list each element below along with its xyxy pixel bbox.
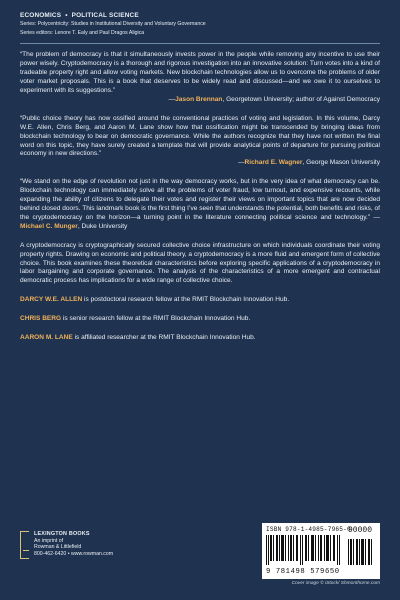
author-bio — [20, 296, 380, 305]
category-economics: ECONOMICS — [20, 12, 62, 19]
quote-text: “We stand on the edge of revolution not just in the way democracy works, but in the very idea of what democracy can be. Blockchain technology can immediately solve all the problems of voter fraud, low turnout, and expensive recounts, while expanding the ability of citizens to delegate their votes and register their views on important topics that are now decided behind closed doors. This landmark book is the first thing I’ve seen that understands the potential, both benefits and risks, of the cryptodemocracy on the horizon—a turning point in the literature connecting political science and technology.” — [20, 178, 380, 221]
price-code: 90000 — [348, 526, 373, 535]
endorser-name: Richard E. Wagner — [244, 159, 303, 167]
endorser-name: Jason Brennan — [175, 95, 223, 103]
cover-footer — [20, 523, 380, 589]
category-bullet: • — [65, 12, 68, 19]
endorser-affiliation: , George Mason University — [302, 159, 380, 167]
category-political-science: POLITICAL SCIENCE — [71, 12, 139, 19]
endorser-affiliation: , Duke University — [77, 222, 128, 230]
cover-image-credit: Cover image © iStock/ Shmonthorne.com — [291, 581, 380, 586]
author-bio-text: is postdoctoral research fellow at the RMIT Blockchain Innovation Hub. — [82, 296, 290, 304]
endorser-affiliation: , Georgetown University; author of Against Democracy — [222, 95, 380, 103]
series-line: Series: Polycentricity: Studies in Institutional Diversity and Voluntary Governance — [20, 21, 206, 27]
attribution-dash: — — [168, 95, 176, 103]
author-bio-text: is affiliated researcher at the RMIT Blockchain Innovation Hub. — [72, 334, 256, 342]
author-bio — [20, 334, 380, 343]
publisher-contact: 800-462-6420 • www.rowman.com — [34, 550, 114, 557]
author-name: CHRIS BERG — [20, 315, 62, 323]
isbn-text: ISBN 978-1-4985-7965-0 — [266, 526, 351, 533]
publisher-block — [20, 531, 160, 557]
divider — [20, 43, 380, 44]
quote-text: “The problem of democracy is that it simultaneously invests power in the people while removing any incentive to use their power wisely. Cryptodemocracy is a thorough and rigorous investigation into an innovative solution: Turn votes into a kind of tradeable property right and allow voting markets. New blockchain technologies allow us to overcome the problems of older voter market proposals. This is a book that deserves to be widely read and discussed—and we owe it to ourselves to experiment with its suggestions.” — [20, 51, 380, 95]
quote-attribution — [20, 96, 380, 105]
isbn-barcode — [262, 523, 380, 579]
attribution-dash: — — [237, 159, 245, 167]
endorsement-quote — [20, 178, 380, 231]
publisher-line: An imprint of — [34, 537, 64, 544]
series-editors: Series editors: Lenore T. Ealy and Paul Dragos Aligica — [20, 30, 145, 37]
barcode-bars-icon — [266, 535, 342, 565]
ean-number: 9 781498 579650 — [266, 568, 340, 576]
subject-category — [20, 12, 380, 19]
endorsement-quote — [20, 115, 380, 168]
price-barcode-icon — [348, 535, 374, 565]
author-bio — [20, 315, 380, 324]
publisher-line: Rowman & Littlefield — [34, 544, 82, 551]
publisher-logo-icon — [20, 531, 29, 559]
endorser-name: Michael C. Munger — [20, 222, 78, 230]
endorsement-quote — [20, 51, 380, 104]
author-name: AARON M. LANE — [20, 334, 73, 342]
quote-attribution — [20, 159, 380, 168]
book-description: A cryptodemocracy is cryptographically secured collective choice infrastructure on which individuals coordinate their voting property rights. Drawing on economic and political theory, a cryptodemocracy is a more fluid and emergent form of collective choice. This book examines these theoretical characteristics before exploring specific applications of a cryptodemocracy in labor bargaining and corporate governance. The analysis of the characteristics of a more emergent and contractual democratic process has implications for a wide range of collective choice. — [20, 241, 380, 285]
author-bio-text: is senior research fellow at the RMIT Blockchain Innovation Hub. — [61, 315, 251, 323]
publisher-name: LEXINGTON BOOKS — [34, 531, 90, 537]
attribution-dash: — — [373, 213, 380, 221]
author-name: DARCY W.E. ALLEN — [20, 296, 83, 304]
quote-text: “Public choice theory has now ossified around the conventional practices of voting and legislation. In this volume, Darcy W.E. Allen, Chris Berg, and Aaron M. Lane show how that ossification might be transcended by bringing ideas from blockchain technology to bear on democratic governance. While the authors recognize that they have not written the final word on this topic, they have surely created a template that will provide analytical points of departure for pursuing political economy in new directions.” — [20, 114, 380, 158]
